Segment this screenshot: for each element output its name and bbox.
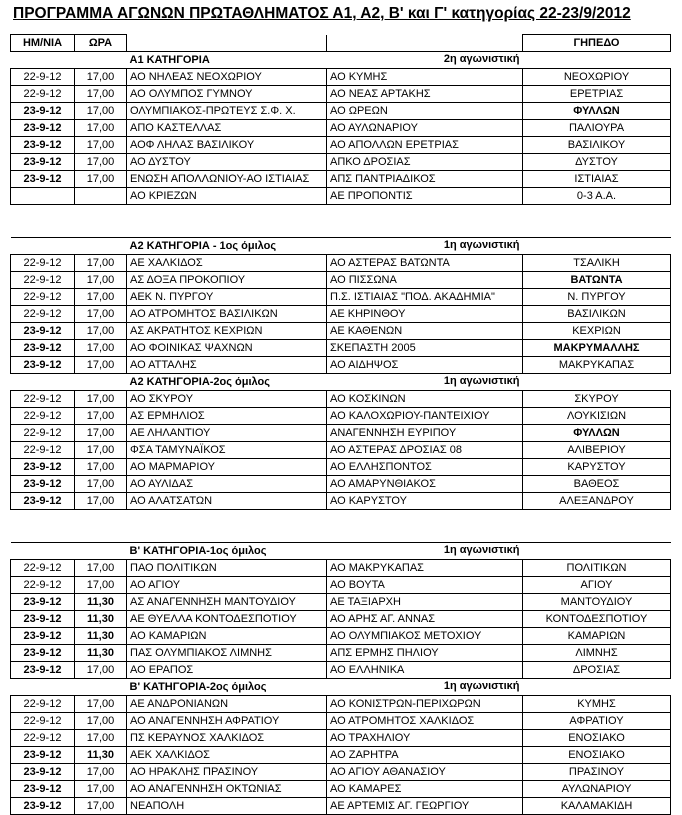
match-time: 11,30 bbox=[75, 594, 127, 611]
match-row bbox=[11, 628, 671, 645]
match-time: 17,00 bbox=[75, 730, 127, 747]
match-venue: ΕΝΟΣΙΑΚΟ bbox=[523, 747, 671, 764]
header-blank-away bbox=[327, 35, 523, 52]
match-row bbox=[11, 69, 671, 86]
match-time bbox=[75, 188, 127, 205]
away-team: ΑΟ ΝΕΑΣ ΑΡΤΑΚΗΣ bbox=[327, 86, 523, 103]
match-date: 22-9-12 bbox=[11, 696, 75, 713]
match-venue: ΑΦΡΑΤΙΟΥ bbox=[523, 713, 671, 730]
away-team: ΑΟ ΚΑΛΟΧΩΡΙΟΥ-ΠΑΝΤΕΙΧΙΟΥ bbox=[327, 408, 523, 425]
match-row bbox=[11, 798, 671, 815]
match-row bbox=[11, 137, 671, 154]
match-venue: Ν. ΠΥΡΓΟΥ bbox=[523, 289, 671, 306]
home-team: ΑΣ ΕΡΜΗΛΙΟΣ bbox=[127, 408, 327, 425]
match-row bbox=[11, 425, 671, 442]
match-row bbox=[11, 171, 671, 188]
match-venue: ΒΑΤΩΝΤΑ bbox=[523, 272, 671, 289]
match-time: 17,00 bbox=[75, 662, 127, 679]
away-team: ΑΟ ΕΛΛΗΣΠΟΝΤΟΣ bbox=[327, 459, 523, 476]
section-spacer bbox=[75, 374, 127, 391]
match-time: 17,00 bbox=[75, 154, 127, 171]
match-date: 23-9-12 bbox=[11, 171, 75, 188]
home-team: ΑΕ ΘΥΕΛΛΑ ΚΟΝΤΟΔΕΣΠΟΤΙΟΥ bbox=[127, 611, 327, 628]
home-team: ΑΣ ΑΝΑΓΕΝΝΗΣΗ ΜΑΝΤΟΥΔΙΟΥ bbox=[127, 594, 327, 611]
spacer-row bbox=[11, 221, 671, 238]
away-team: ΣΚΕΠΑΣΤΗ 2005 bbox=[327, 340, 523, 357]
section-title bbox=[127, 374, 523, 391]
section-title-text: Β' ΚΑΤΗΓΟΡΙΑ-2ος όμιλος bbox=[129, 680, 267, 693]
section-header-row bbox=[11, 543, 671, 560]
section-spacer bbox=[11, 238, 75, 255]
home-team: ΑΟ ΑΥΛΙΔΑΣ bbox=[127, 476, 327, 493]
match-row bbox=[11, 459, 671, 476]
match-date: 23-9-12 bbox=[11, 323, 75, 340]
section-spacer bbox=[523, 679, 671, 696]
match-time: 17,00 bbox=[75, 408, 127, 425]
section-spacer bbox=[75, 679, 127, 696]
match-date: 22-9-12 bbox=[11, 425, 75, 442]
match-row bbox=[11, 730, 671, 747]
match-row bbox=[11, 391, 671, 408]
section-title bbox=[127, 52, 523, 69]
home-team: ΑΟ ΟΛΥΜΠΟΣ ΓΥΜΝΟΥ bbox=[127, 86, 327, 103]
home-team: ΠΑΟ ΠΟΛΙΤΙΚΩΝ bbox=[127, 560, 327, 577]
away-team: ΑΕ ΚΗΡΙΝΘΟΥ bbox=[327, 306, 523, 323]
match-date: 23-9-12 bbox=[11, 340, 75, 357]
match-venue: ΚΑΡΥΣΤΟΥ bbox=[523, 459, 671, 476]
home-team: ΕΝΩΣΗ ΑΠΟΛΛΩΝΙΟΥ-ΑΟ ΙΣΤΙΑΙΑΣ bbox=[127, 171, 327, 188]
away-team: ΑΕ ΚΑΘΕΝΩΝ bbox=[327, 323, 523, 340]
section-spacer bbox=[75, 52, 127, 69]
match-venue: ΜΑΚΡΥΜΑΛΛΗΣ bbox=[523, 340, 671, 357]
match-date: 23-9-12 bbox=[11, 103, 75, 120]
match-date: 22-9-12 bbox=[11, 560, 75, 577]
match-venue: ΣΚΥΡΟΥ bbox=[523, 391, 671, 408]
match-row bbox=[11, 120, 671, 137]
away-team: ΑΟ ΒΟΥΤΑ bbox=[327, 577, 523, 594]
match-date: 22-9-12 bbox=[11, 730, 75, 747]
match-row bbox=[11, 86, 671, 103]
match-row bbox=[11, 493, 671, 510]
match-row bbox=[11, 340, 671, 357]
home-team: ΑΟ ΑΛΑΤΣΑΤΩΝ bbox=[127, 493, 327, 510]
match-venue: ΠΟΛΙΤΙΚΩΝ bbox=[523, 560, 671, 577]
home-team: ΠΣ ΚΕΡΑΥΝΟΣ ΧΑΛΚΙΔΟΣ bbox=[127, 730, 327, 747]
home-team: ΑΟ ΑΓΙΟΥ bbox=[127, 577, 327, 594]
match-venue: ΚΑΛΑΜΑΚΙΔΗ bbox=[523, 798, 671, 815]
spacer-cell bbox=[11, 205, 671, 222]
home-team: ΑΟ ΔΥΣΤΟΥ bbox=[127, 154, 327, 171]
away-team: ΑΕ ΠΡΟΠΟΝΤΙΣ bbox=[327, 188, 523, 205]
match-time: 17,00 bbox=[75, 425, 127, 442]
match-time: 11,30 bbox=[75, 628, 127, 645]
away-team: ΑΟ ΚΥΜΗΣ bbox=[327, 69, 523, 86]
match-date bbox=[11, 188, 75, 205]
match-time: 17,00 bbox=[75, 255, 127, 272]
away-team: ΑΟ ΑΤΡΟΜΗΤΟΣ ΧΑΛΚΙΔΟΣ bbox=[327, 713, 523, 730]
match-time: 17,00 bbox=[75, 696, 127, 713]
match-venue: ΑΛΕΞΑΝΔΡΟΥ bbox=[523, 493, 671, 510]
match-venue: ΝΕΟΧΩΡΙΟΥ bbox=[523, 69, 671, 86]
match-time: 17,00 bbox=[75, 442, 127, 459]
away-team: ΑΟ ΕΛΛΗΝΙΚΑ bbox=[327, 662, 523, 679]
match-time: 17,00 bbox=[75, 306, 127, 323]
away-team: ΑΟ ΤΡΑΧΗΛΙΟΥ bbox=[327, 730, 523, 747]
match-date: 22-9-12 bbox=[11, 408, 75, 425]
section-title-text: Β' ΚΑΤΗΓΟΡΙΑ-1ος όμιλος bbox=[129, 544, 267, 557]
match-time: 17,00 bbox=[75, 323, 127, 340]
match-date: 23-9-12 bbox=[11, 154, 75, 171]
match-venue: ΑΓΙΟΥ bbox=[523, 577, 671, 594]
match-time: 17,00 bbox=[75, 459, 127, 476]
away-team: ΑΟ ΑΥΛΩΝΑΡΙΟΥ bbox=[327, 120, 523, 137]
match-time: 17,00 bbox=[75, 493, 127, 510]
away-team: ΑΟ ΖΑΡΗΤΡΑ bbox=[327, 747, 523, 764]
away-team: ΑΟ ΑΠΟΛΛΩΝ ΕΡΕΤΡΙΑΣ bbox=[327, 137, 523, 154]
match-venue: ΛΟΥΚΙΣΙΩΝ bbox=[523, 408, 671, 425]
match-date: 22-9-12 bbox=[11, 272, 75, 289]
match-venue: ΠΡΑΣΙΝΟΥ bbox=[523, 764, 671, 781]
match-time: 17,00 bbox=[75, 713, 127, 730]
home-team: ΑΟ ΕΡΑΠΟΣ bbox=[127, 662, 327, 679]
match-time: 11,30 bbox=[75, 645, 127, 662]
match-row bbox=[11, 560, 671, 577]
match-venue: ΕΝΟΣΙΑΚΟ bbox=[523, 730, 671, 747]
section-title-text: Α2 ΚΑΤΗΓΟΡΙΑ - 1ος όμιλος bbox=[129, 239, 277, 252]
section-title-text: Α1 ΚΑΤΗΓΟΡΙΑ bbox=[129, 53, 210, 66]
match-date: 23-9-12 bbox=[11, 594, 75, 611]
away-team: ΑΟ ΑΣΤΕΡΑΣ ΒΑΤΩΝΤΑ bbox=[327, 255, 523, 272]
match-row bbox=[11, 306, 671, 323]
match-time: 17,00 bbox=[75, 781, 127, 798]
match-time: 17,00 bbox=[75, 86, 127, 103]
home-team: ΑΟ ΣΚΥΡΟΥ bbox=[127, 391, 327, 408]
match-time: 17,00 bbox=[75, 137, 127, 154]
header-venue: ΓΗΠΕΔΟ bbox=[523, 35, 671, 52]
match-venue: ΦΥΛΛΩΝ bbox=[523, 103, 671, 120]
header-row bbox=[11, 35, 671, 52]
away-team: ΑΟ ΚΑΡΥΣΤΟΥ bbox=[327, 493, 523, 510]
section-spacer bbox=[11, 679, 75, 696]
match-date: 23-9-12 bbox=[11, 781, 75, 798]
spacer-row bbox=[11, 526, 671, 543]
match-row bbox=[11, 255, 671, 272]
match-venue: ΒΑΣΙΛΙΚΩΝ bbox=[523, 306, 671, 323]
section-spacer bbox=[75, 543, 127, 560]
match-time: 17,00 bbox=[75, 340, 127, 357]
match-row bbox=[11, 713, 671, 730]
section-spacer bbox=[523, 374, 671, 391]
away-team: ΑΟ ΑΓΙΟΥ ΑΘΑΝΑΣΙΟΥ bbox=[327, 764, 523, 781]
section-spacer bbox=[11, 374, 75, 391]
section-round: 2η αγωνιστική bbox=[443, 53, 520, 65]
section-title bbox=[127, 238, 523, 255]
schedule-body bbox=[11, 35, 671, 815]
section-header-row bbox=[11, 374, 671, 391]
away-team: ΑΠΣ ΕΡΜΗΣ ΠΗΛΙΟΥ bbox=[327, 645, 523, 662]
match-time: 17,00 bbox=[75, 560, 127, 577]
home-team: ΑΣ ΔΟΞΑ ΠΡΟΚΟΠΙΟΥ bbox=[127, 272, 327, 289]
match-date: 23-9-12 bbox=[11, 120, 75, 137]
spacer-cell bbox=[11, 526, 671, 543]
away-team: Π.Σ. ΙΣΤΙΑΙΑΣ "ΠΟΔ. ΑΚΑΔΗΜΙΑ" bbox=[327, 289, 523, 306]
match-venue: ΛΙΜΝΗΣ bbox=[523, 645, 671, 662]
match-time: 17,00 bbox=[75, 391, 127, 408]
match-date: 22-9-12 bbox=[11, 289, 75, 306]
section-header-row bbox=[11, 52, 671, 69]
match-venue: ΜΑΝΤΟΥΔΙΟΥ bbox=[523, 594, 671, 611]
match-row bbox=[11, 594, 671, 611]
away-team: ΑΟ ΟΛΥΜΠΙΑΚΟΣ ΜΕΤΟΧΙΟΥ bbox=[327, 628, 523, 645]
match-date: 23-9-12 bbox=[11, 662, 75, 679]
match-date: 23-9-12 bbox=[11, 357, 75, 374]
match-venue: ΤΣΑΛΙΚΗ bbox=[523, 255, 671, 272]
home-team: ΦΣΑ ΤΑΜΥΝΑΪΚΟΣ bbox=[127, 442, 327, 459]
match-venue: ΔΥΣΤΟΥ bbox=[523, 154, 671, 171]
match-venue: ΕΡΕΤΡΙΑΣ bbox=[523, 86, 671, 103]
away-team: ΑΟ ΚΑΜΑΡΕΣ bbox=[327, 781, 523, 798]
home-team: ΑΟ ΑΝΑΓΕΝΝΗΣΗ ΟΚΤΩΝΙΑΣ bbox=[127, 781, 327, 798]
home-team: ΑΣ ΑΚΡΑΤΗΤΟΣ ΚΕΧΡΙΩΝ bbox=[127, 323, 327, 340]
match-date: 23-9-12 bbox=[11, 747, 75, 764]
away-team: ΑΕ ΤΑΞΙΑΡΧΗ bbox=[327, 594, 523, 611]
match-time: 17,00 bbox=[75, 476, 127, 493]
match-date: 22-9-12 bbox=[11, 255, 75, 272]
match-date: 23-9-12 bbox=[11, 645, 75, 662]
match-date: 23-9-12 bbox=[11, 628, 75, 645]
match-row bbox=[11, 645, 671, 662]
match-date: 23-9-12 bbox=[11, 493, 75, 510]
match-date: 23-9-12 bbox=[11, 764, 75, 781]
home-team: ΑΟ ΚΑΜΑΡΙΩΝ bbox=[127, 628, 327, 645]
match-date: 23-9-12 bbox=[11, 137, 75, 154]
match-venue: ΦΥΛΛΩΝ bbox=[523, 425, 671, 442]
header-date: ΗΜ/ΝΙΑ bbox=[11, 35, 75, 52]
match-venue: ΔΡΟΣΙΑΣ bbox=[523, 662, 671, 679]
document-title: ΠΡΟΓΡΑΜΜΑ ΑΓΩΝΩΝ ΠΡΩΤΑΘΛΗΜΑΤΟΣ Α1, Α2, Β' και Γ' κατηγορίας 22-23/9/2012 bbox=[13, 5, 631, 22]
match-venue: ΑΥΛΩΝΑΡΙΟΥ bbox=[523, 781, 671, 798]
home-team: ΑΕΚ ΧΑΛΚΙΔΟΣ bbox=[127, 747, 327, 764]
match-row bbox=[11, 103, 671, 120]
match-venue: 0-3 Α.Α. bbox=[523, 188, 671, 205]
match-venue: ΙΣΤΙΑΙΑΣ bbox=[523, 171, 671, 188]
away-team: ΑΟ ΚΟΣΚΙΝΩΝ bbox=[327, 391, 523, 408]
match-date: 23-9-12 bbox=[11, 798, 75, 815]
section-title-text: Α2 ΚΑΤΗΓΟΡΙΑ-2ος όμιλος bbox=[129, 375, 270, 388]
match-venue: ΠΑΛΙΟΥΡΑ bbox=[523, 120, 671, 137]
home-team: ΑΟ ΦΟΙΝΙΚΑΣ ΨΑΧΝΩΝ bbox=[127, 340, 327, 357]
home-team: ΑΕ ΧΑΛΚΙΔΟΣ bbox=[127, 255, 327, 272]
home-team: ΑΕΚ Ν. ΠΥΡΓΟΥ bbox=[127, 289, 327, 306]
home-team: ΑΕ ΑΝΔΡΟΝΙΑΝΩΝ bbox=[127, 696, 327, 713]
spacer-row bbox=[11, 205, 671, 222]
match-date: 22-9-12 bbox=[11, 69, 75, 86]
match-date: 22-9-12 bbox=[11, 306, 75, 323]
spacer-row bbox=[11, 510, 671, 527]
section-round: 1η αγωνιστική bbox=[443, 375, 520, 387]
match-date: 23-9-12 bbox=[11, 459, 75, 476]
home-team: ΑΟ ΑΤΤΑΛΗΣ bbox=[127, 357, 327, 374]
home-team: ΑΟ ΜΑΡΜΑΡΙΟΥ bbox=[127, 459, 327, 476]
schedule-table-wrapper bbox=[10, 34, 670, 815]
match-venue: ΒΑΣΙΛΙΚΟΥ bbox=[523, 137, 671, 154]
section-round: 1η αγωνιστική bbox=[443, 544, 520, 556]
section-title bbox=[127, 679, 523, 696]
section-round: 1η αγωνιστική bbox=[443, 239, 520, 251]
match-venue: ΚΟΝΤΟΔΕΣΠΟΤΙΟΥ bbox=[523, 611, 671, 628]
match-time: 17,00 bbox=[75, 272, 127, 289]
home-team: ΠΑΣ ΟΛΥΜΠΙΑΚΟΣ ΛΙΜΝΗΣ bbox=[127, 645, 327, 662]
match-row bbox=[11, 272, 671, 289]
section-round: 1η αγωνιστική bbox=[443, 680, 520, 692]
match-row bbox=[11, 662, 671, 679]
home-team: ΑΟ ΝΗΛΕΑΣ ΝΕΟΧΩΡΙΟΥ bbox=[127, 69, 327, 86]
match-venue: ΑΛΙΒΕΡΙΟΥ bbox=[523, 442, 671, 459]
match-row bbox=[11, 188, 671, 205]
match-date: 23-9-12 bbox=[11, 611, 75, 628]
match-time: 17,00 bbox=[75, 289, 127, 306]
away-team: ΑΟ ΠΙΣΣΩΝΑ bbox=[327, 272, 523, 289]
match-time: 17,00 bbox=[75, 120, 127, 137]
spacer-cell bbox=[11, 221, 671, 238]
away-team: ΑΟ ΜΑΚΡΥΚΑΠΑΣ bbox=[327, 560, 523, 577]
home-team: ΑΟ ΗΡΑΚΛΗΣ ΠΡΑΣΙΝΟΥ bbox=[127, 764, 327, 781]
match-row bbox=[11, 442, 671, 459]
section-spacer bbox=[523, 52, 671, 69]
section-spacer bbox=[523, 543, 671, 560]
match-venue: ΜΑΚΡΥΚΑΠΑΣ bbox=[523, 357, 671, 374]
match-row bbox=[11, 289, 671, 306]
home-team: ΝΕΑΠΟΛΗ bbox=[127, 798, 327, 815]
home-team: ΑΟ ΚΡΙΕΖΩΝ bbox=[127, 188, 327, 205]
away-team: ΑΝΑΓΕΝΝΗΣΗ ΕΥΡΙΠΟΥ bbox=[327, 425, 523, 442]
match-row bbox=[11, 357, 671, 374]
match-row bbox=[11, 781, 671, 798]
match-venue: ΒΑΘΕΟΣ bbox=[523, 476, 671, 493]
section-header-row bbox=[11, 679, 671, 696]
section-spacer bbox=[11, 543, 75, 560]
header-time: ΩΡΑ bbox=[75, 35, 127, 52]
home-team: ΟΛΥΜΠΙΑΚΟΣ-ΠΡΩΤΕΥΣ Σ.Φ. Χ. bbox=[127, 103, 327, 120]
away-team: ΑΟ ΚΟΝΙΣΤΡΩΝ-ΠΕΡΙΧΩΡΩΝ bbox=[327, 696, 523, 713]
away-team: ΑΟ ΑΡΗΣ ΑΓ. ΑΝΝΑΣ bbox=[327, 611, 523, 628]
match-date: 22-9-12 bbox=[11, 577, 75, 594]
match-date: 22-9-12 bbox=[11, 442, 75, 459]
away-team: ΑΕ ΑΡΤΕΜΙΣ ΑΓ. ΓΕΩΡΓΙΟΥ bbox=[327, 798, 523, 815]
match-row bbox=[11, 747, 671, 764]
away-team: ΑΟ ΑΙΔΗΨΟΣ bbox=[327, 357, 523, 374]
away-team: ΑΠΚΟ ΔΡΟΣΙΑΣ bbox=[327, 154, 523, 171]
away-team: ΑΟ ΑΣΤΕΡΑΣ ΔΡΟΣΙΑΣ 08 bbox=[327, 442, 523, 459]
header-blank-home bbox=[127, 35, 327, 52]
match-date: 22-9-12 bbox=[11, 86, 75, 103]
match-time: 17,00 bbox=[75, 357, 127, 374]
home-team: ΑΟ ΑΤΡΟΜΗΤΟΣ ΒΑΣΙΛΙΚΩΝ bbox=[127, 306, 327, 323]
match-row bbox=[11, 323, 671, 340]
match-time: 17,00 bbox=[75, 798, 127, 815]
match-time: 17,00 bbox=[75, 577, 127, 594]
away-team: ΑΟ ΑΜΑΡΥΝΘΙΑΚΟΣ bbox=[327, 476, 523, 493]
match-row bbox=[11, 696, 671, 713]
match-venue: ΚΕΧΡΙΩΝ bbox=[523, 323, 671, 340]
section-spacer bbox=[11, 52, 75, 69]
section-header-row bbox=[11, 238, 671, 255]
home-team: ΑΕ ΛΗΛΑΝΤΙΟΥ bbox=[127, 425, 327, 442]
match-date: 22-9-12 bbox=[11, 391, 75, 408]
section-spacer bbox=[523, 238, 671, 255]
section-spacer bbox=[75, 238, 127, 255]
spacer-cell bbox=[11, 510, 671, 527]
match-row bbox=[11, 611, 671, 628]
match-time: 11,30 bbox=[75, 747, 127, 764]
match-time: 17,00 bbox=[75, 69, 127, 86]
away-team: ΑΟ ΩΡΕΩΝ bbox=[327, 103, 523, 120]
schedule-table bbox=[10, 34, 671, 815]
away-team: ΑΠΣ ΠΑΝΤΡΙΑΔΙΚΟΣ bbox=[327, 171, 523, 188]
match-row bbox=[11, 408, 671, 425]
match-venue: ΚΥΜΗΣ bbox=[523, 696, 671, 713]
match-row bbox=[11, 154, 671, 171]
match-time: 11,30 bbox=[75, 611, 127, 628]
home-team: ΑΟΦ ΛΗΛΑΣ ΒΑΣΙΛΙΚΟΥ bbox=[127, 137, 327, 154]
match-row bbox=[11, 764, 671, 781]
match-date: 22-9-12 bbox=[11, 713, 75, 730]
match-row bbox=[11, 577, 671, 594]
match-time: 17,00 bbox=[75, 171, 127, 188]
home-team: ΑΟ ΑΝΑΓΕΝΝΗΣΗ ΑΦΡΑΤΙΟΥ bbox=[127, 713, 327, 730]
match-venue: ΚΑΜΑΡΙΩΝ bbox=[523, 628, 671, 645]
match-date: 23-9-12 bbox=[11, 476, 75, 493]
match-time: 17,00 bbox=[75, 103, 127, 120]
home-team: ΑΠΟ ΚΑΣΤΕΛΛΑΣ bbox=[127, 120, 327, 137]
section-title bbox=[127, 543, 523, 560]
match-row bbox=[11, 476, 671, 493]
match-time: 17,00 bbox=[75, 764, 127, 781]
